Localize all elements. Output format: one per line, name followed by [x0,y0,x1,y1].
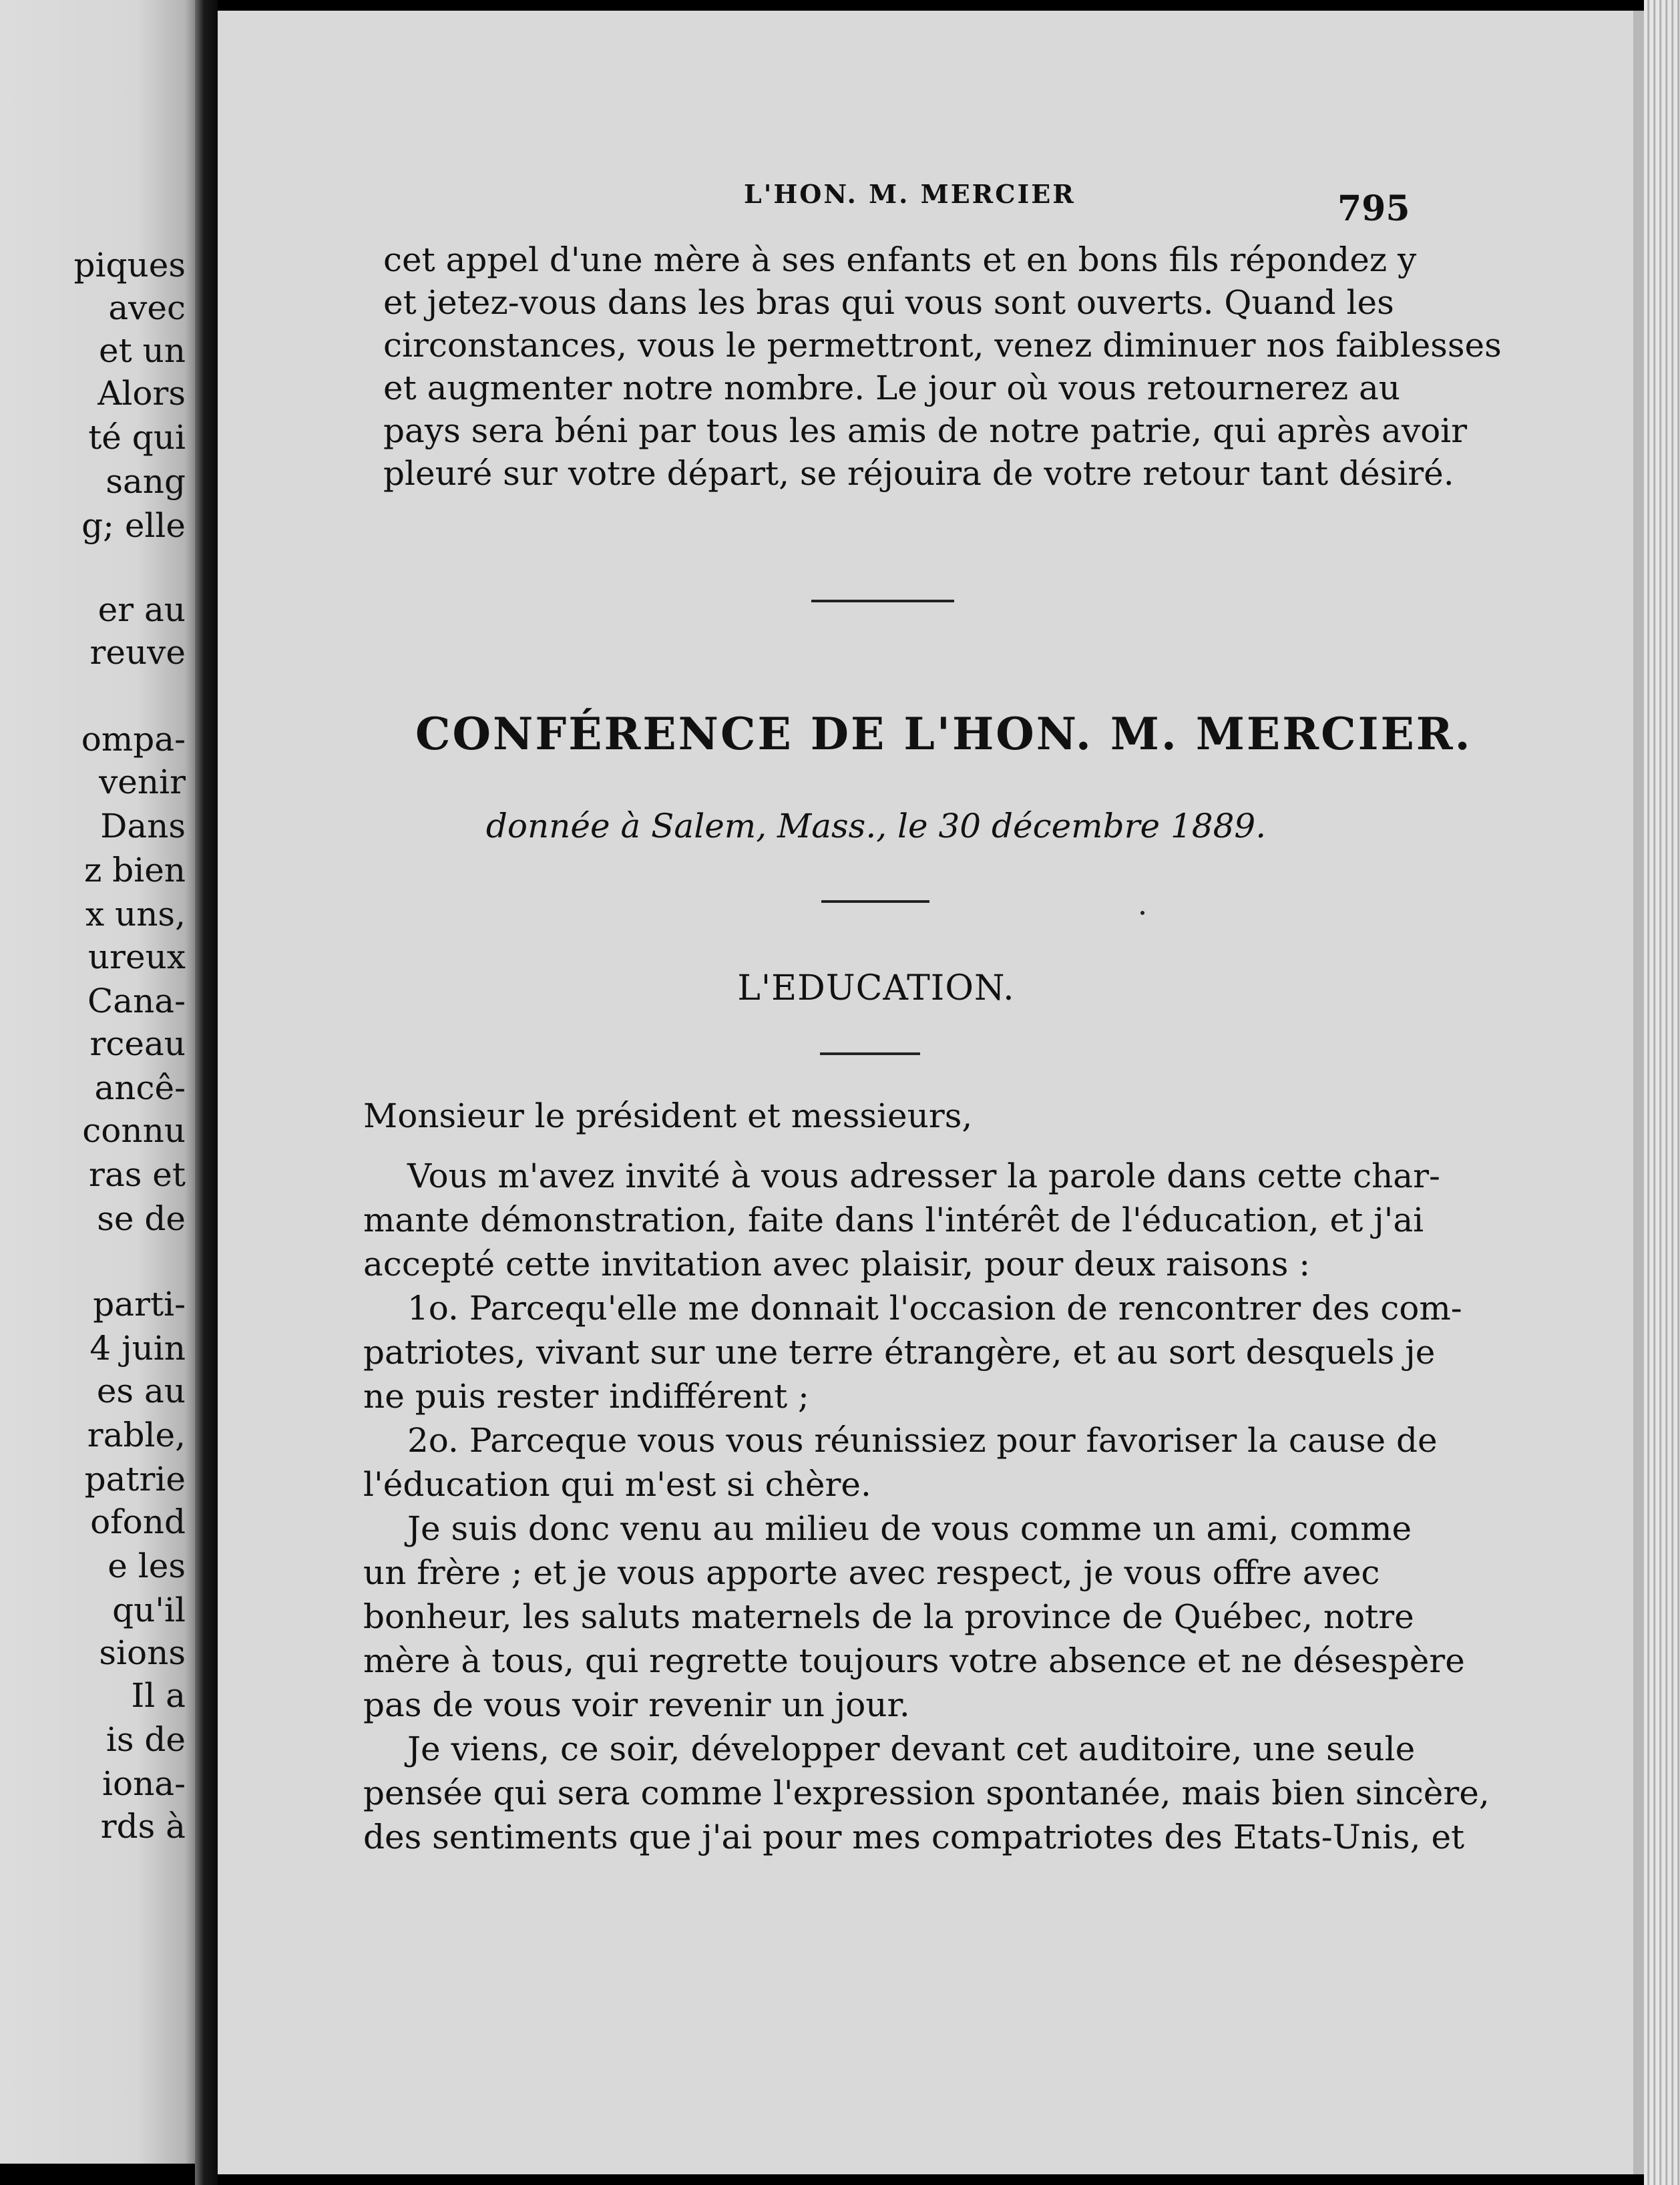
intro-line: et jetez-vous dans les bras qui vous sont ouverts. Quand les [383,283,1394,322]
intro-line: et augmenter notre nombre. Le jour où vous retournerez au [383,369,1400,407]
body-line: 1o. Parcequ'elle me donnait l'occasion de rencontrer des com- [407,1289,1462,1328]
salutation: Monsieur le président et messieurs, [363,1097,973,1135]
intro-line: circonstances, vous le permettront, venez diminuer nos faiblesses [383,326,1502,365]
body-line: mante démonstration, faite dans l'intérêt de l'éducation, et j'ai [363,1201,1424,1239]
facing-page-fragment: avec [108,288,186,327]
intro-line: pleuré sur votre départ, se réjouira de votre retour tant désiré. [383,454,1454,493]
intro-line: pays sera béni par tous les amis de notre patrie, qui après avoir [383,411,1468,450]
separator-rule-1 [811,600,954,602]
print-speck [1140,911,1144,915]
facing-page-fragment: is de [106,1720,186,1759]
conference-subtitle: donnée à Salem, Mass., le 30 décembre 1889. [485,807,1267,845]
facing-page-fragment: Il a [131,1676,186,1715]
conference-title: CONFÉRENCE DE L'HON. M. MERCIER. [415,708,1472,760]
facing-page-fragment: parti- [93,1285,186,1324]
facing-page-fragment: ofond [90,1503,186,1541]
facing-page-fragment: reuve [89,633,186,672]
separator-rule-2 [821,900,929,903]
facing-page-fragment: 4 juin [89,1329,186,1368]
facing-page-fragment: té qui [88,418,186,457]
facing-page-fragment: connu [82,1111,186,1150]
facing-page-fragment: rds à [100,1807,186,1846]
facing-page-fragment: rable, [87,1416,186,1454]
body-line: l'éducation qui m'est si chère. [363,1465,871,1504]
facing-page-fragment: venir [99,763,186,801]
body-line: pas de vous voir revenir un jour. [363,1685,910,1724]
facing-page-fragment: Cana- [87,982,186,1020]
body-line: des sentiments que j'ai pour mes compatriotes des Etats-Unis, et [363,1818,1465,1856]
facing-page-fragment: ras et [89,1155,186,1194]
facing-page-fragment: ureux [87,938,186,976]
intro-line: cet appel d'une mère à ses enfants et en bons fils répondez y [383,240,1417,279]
body-line: Je suis donc venu au milieu de vous comme un ami, comme [407,1509,1412,1548]
facing-page-fragment: sions [99,1633,186,1672]
separator-rule-3 [820,1052,920,1055]
facing-page-fragment: et un [99,331,186,370]
body-line: bonheur, les saluts maternels de la province de Québec, notre [363,1597,1414,1636]
facing-page-fragment: Dans [100,807,186,845]
facing-page-fragment: Alors [97,374,186,413]
facing-page-fragment: patrie [84,1460,186,1499]
facing-page [0,0,195,2164]
page-edge [1644,0,1680,2185]
body-line: ne puis rester indifférent ; [363,1377,809,1416]
facing-page-fragment: z bien [83,851,186,889]
facing-page-fragment: er au [97,590,186,629]
body-line: accepté cette invitation avec plaisir, pour deux raisons : [363,1245,1311,1283]
body-line: Vous m'avez invité à vous adresser la parole dans cette char- [407,1157,1440,1195]
facing-page-fragment: piques [73,246,186,284]
facing-page-fragment: se de [97,1199,186,1238]
facing-page-fragment: sang [106,462,186,501]
facing-page-fragment: iona- [102,1764,186,1803]
facing-page-fragment: ancê- [94,1068,186,1107]
body-line: Je viens, ce soir, développer devant cet auditoire, une seule [407,1730,1416,1768]
facing-page-fragment: qu'il [112,1591,186,1629]
section-title: L'EDUCATION. [737,968,1015,1008]
body-line: patriotes, vivant sur une terre étrangère, et au sort desquels je [363,1333,1436,1372]
running-head: L'HON. M. MERCIER [744,179,1076,209]
facing-page-fragment: e les [108,1547,186,1585]
body-line: un frère ; et je vous apporte avec respect, je vous offre avec [363,1553,1380,1592]
page-number: 795 [1337,188,1410,229]
facing-page-fragment: ompa- [81,720,186,759]
facing-page-fragment: g; elle [81,506,186,545]
facing-page-fragment: es au [96,1372,186,1410]
body-line: mère à tous, qui regrette toujours votre absence et ne désespère [363,1641,1465,1680]
book-page-795 [218,11,1644,2174]
facing-page-fragment: x uns, [85,895,186,934]
facing-page-fragment: rceau [89,1024,186,1063]
body-line: 2o. Parceque vous vous réunissiez pour favoriser la cause de [407,1421,1438,1460]
page-gutter [195,0,218,2185]
body-line: pensée qui sera comme l'expression spontanée, mais bien sincère, [363,1774,1490,1812]
